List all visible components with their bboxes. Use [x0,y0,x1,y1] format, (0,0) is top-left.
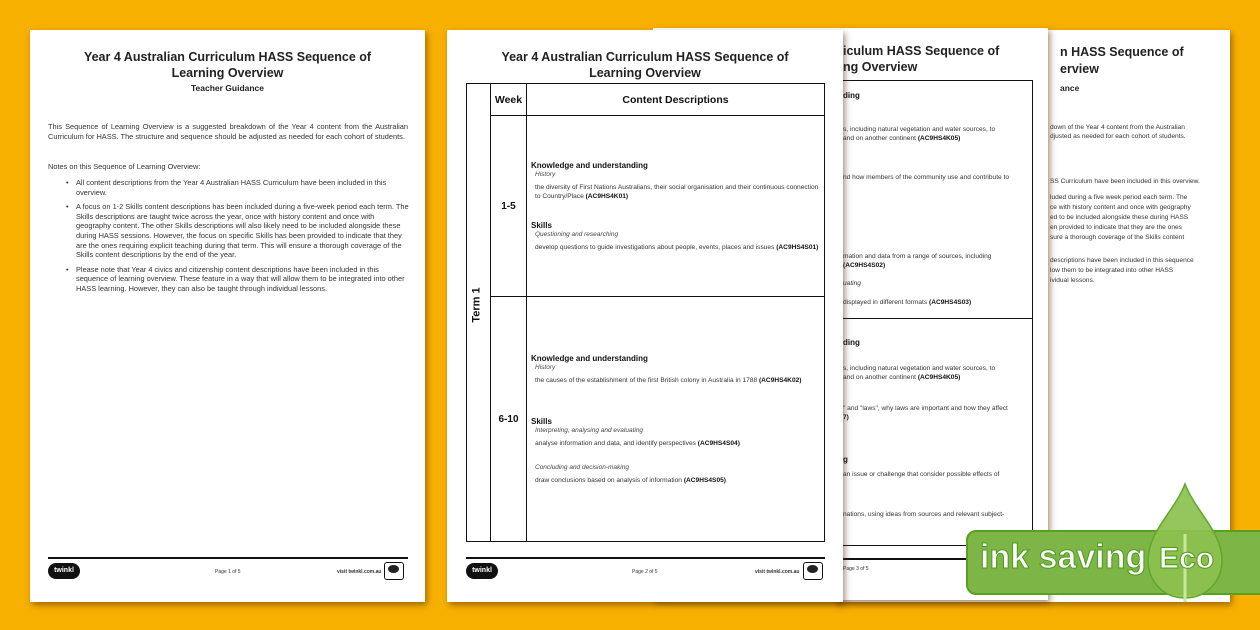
note-item: • A focus on 1-2 Skills content descriptions has been included during a five-week period each term. The Skills descriptions are taught twice across the year, once with history content and once with geography content. The other Skills descriptions will also likely need to be included alongside these during HASS sessions. However, the focus on specific Skills has been provided to indicate that they are the ones requiring explicit teaching during that term. This will ensure a thorough coverage of the Skills content descriptions by the end of the year. [64,202,409,260]
page3-title: iculum HASS Sequence of [843,44,1000,58]
page3-text: mation and data from a range of sources, including [843,253,992,260]
page-1 [30,30,425,602]
page-title: Year 4 Australian Curriculum HASS Sequence of [83,50,372,64]
page4-subtitle: ance [1060,83,1080,93]
eco-label: Eco [1159,542,1215,575]
content-description: the causes of the establishment of the first British colony in Australia in 1788 (AC9HS4K02) [535,376,802,384]
subsection-label: Interpreting, analysing and evaluating [535,426,644,434]
intro-paragraph: This Sequence of Learning Overview is a suggested breakdown of the Year 4 content from the Australian Curriculum for HASS. The structure and sequence should be adjusted as needed for each cohort of students. [48,122,408,141]
content-description: the diversity of First Nations Australians, their social organisation and their continuous connection to Country/Place (AC9HS4K01) [535,183,819,200]
term-cell [467,84,491,542]
content-cell [527,116,825,297]
page4-title-2: erview [1060,62,1099,76]
page4-text: ed to be included alongside these during HASS [1050,214,1189,221]
content-description: draw conclusions based on analysis of information (AC9HS4S05) [535,476,726,484]
content-description: analyse information and data, and identify perspectives (AC9HS4S04) [535,439,740,447]
note-item: • Please note that Year 4 civics and citizenship content descriptions have been included in this sequence of learning overview. These feature in a way that will allow them to be integrated into other HASS learning. However, they can also be taught through individual lessons. [64,265,409,294]
section-heading: Skills [531,220,552,230]
page4-text: en provided to indicate that they are the ones [1050,224,1182,231]
page-title-2: Learning Overview [589,66,701,80]
website-link[interactable]: visit twinkl.com.au [755,569,800,575]
page-number: Page 3 of 5 [843,566,869,572]
twinkl-logo: twinkl [48,563,80,579]
sequence-table [466,83,825,542]
content-description: develop questions to guide investigations about people, events, places and issues (AC9HS4S01) [535,243,819,251]
page4-text: SS Curriculum have been included in this overview. [1050,178,1200,185]
section-heading: Skills [531,416,552,426]
quality-badge-icon [803,562,823,580]
page4-text: luded during a five week period each term. The [1050,194,1188,201]
page-title-2: Learning Overview [171,66,284,80]
notes-list [64,178,409,299]
subsection-label: Concluding and decision-making [535,463,629,471]
page3-text: an issue or challenge that consider possible effects of [843,471,1000,478]
page3-text: nd how members of the community use and contribute to [843,174,1010,181]
term-label: Term 1 [470,287,483,323]
week-header: Week [491,84,527,116]
page3-title-2: ng Overview [843,60,918,74]
page4-text: sure a thorough coverage of the Skills content [1050,234,1185,241]
page3-text: s, including natural vegetation and water sources, to [843,126,996,133]
page3-text: and on another continent (AC9HS4K05) [843,135,961,142]
section-heading: Knowledge and understanding [531,160,648,170]
page-number: Page 1 of 5 [215,569,241,575]
subsection-label: History [535,363,556,371]
page3-text: and on another continent (AC9HS4K05) [843,374,961,381]
page3-text: s, including natural vegetation and water sources, to [843,365,996,372]
page3-text: ding [843,91,860,100]
subsection-label: Questioning and researching [535,230,619,238]
quality-badge-icon [384,562,404,580]
page4-text: djusted as needed for each cohort of students. [1050,133,1186,140]
page3-text: uating [843,280,861,287]
subsection-label: History [535,170,556,178]
ink-saving-label: ink saving [980,538,1147,576]
page-2 [447,30,843,602]
page3-text: " and "laws", why laws are important and how they affect [843,405,1008,412]
page3-text: g [843,455,848,464]
week-cell: 6-10 [491,297,527,542]
table-row [467,297,825,542]
page-subtitle: Teacher Guidance [190,83,265,93]
page3-text: 7) [843,414,849,421]
note-item: • All content descriptions from the Year 4 Australian HASS Curriculum have been included in this overview. [64,178,409,197]
page4-text: low them to be integrated into other HASS [1050,267,1174,274]
footer-divider [466,557,825,559]
page4-text: ce with history content and once with geography [1050,204,1191,211]
website-link[interactable]: visit twinkl.com.au [337,569,382,575]
page-number: Page 2 of 5 [632,569,658,575]
page4-text: down of the Year 4 content from the Australian [1050,124,1185,131]
footer-divider [48,557,408,559]
week-cell: 1-5 [491,116,527,297]
notes-heading: Notes on this Sequence of Learning Overview: [48,162,201,171]
content-header: Content Descriptions [527,84,825,116]
page4-title: n HASS Sequence of [1060,45,1184,59]
page4-text: ividual lessons. [1050,277,1095,284]
twinkl-logo: twinkl [466,563,498,579]
page3-text: ding [843,338,860,347]
page3-text: nations, using ideas from sources and relevant subject- [843,511,1005,518]
content-cell [527,297,825,542]
page3-text: (AC9HS4S02) [843,262,886,269]
table-row [467,116,825,297]
section-heading: Knowledge and understanding [531,353,648,363]
page-title: Year 4 Australian Curriculum HASS Sequence of [501,50,789,64]
page3-text: displayed in different formats (AC9HS4S03) [843,299,972,306]
page4-text: descriptions have been included in this sequence [1050,257,1194,264]
